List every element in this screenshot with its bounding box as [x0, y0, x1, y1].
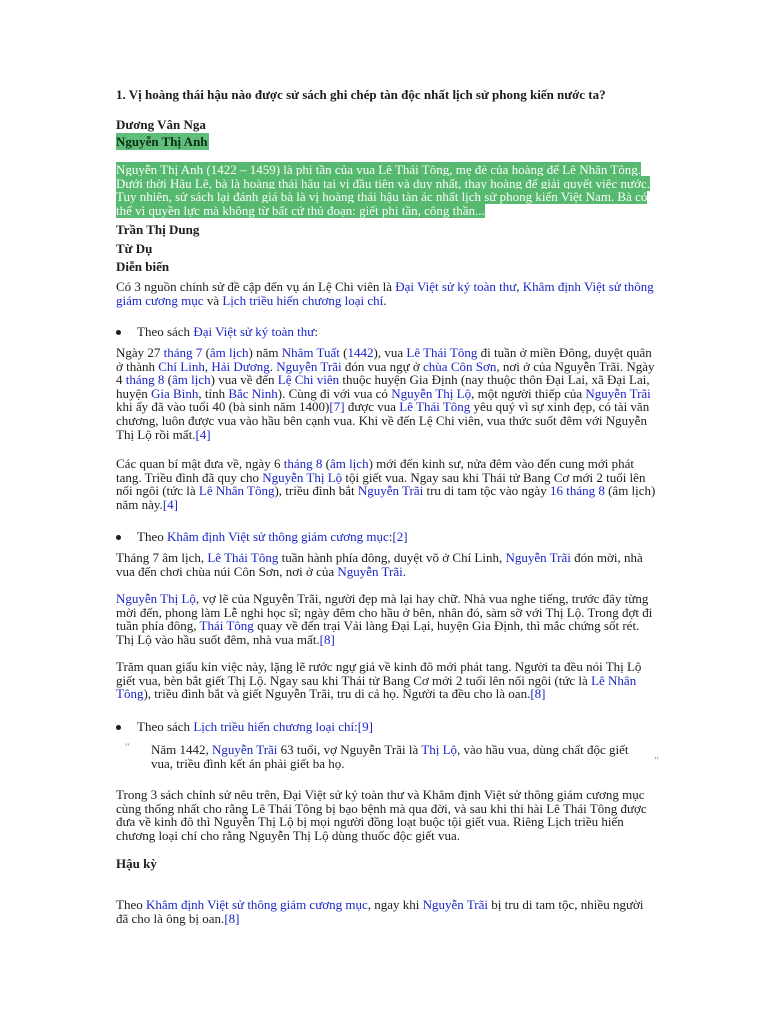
link-nguyen-trai[interactable]: Nguyễn Trãi [276, 358, 342, 374]
paragraph-1 [116, 346, 656, 441]
text-run: Trăm quan giấu kín việc này, lặng lẽ rước ngự giá về kinh đô mới phát tang. Người ta đều nói Thị Lộ giết vua, bèn bắt giết Thị Lộ. Ngay sau khi Thái tử Bang Cơ mới 2 tuổi lên nối ngôi (tức là [116, 659, 642, 688]
link-nguyen-trai[interactable]: Nguyễn Trãi [505, 550, 571, 565]
footnote-link-8[interactable]: [8] [530, 686, 546, 702]
text-run: ), triều đình bắt [274, 483, 358, 499]
text-run: Năm 1442, [151, 742, 213, 757]
text-run: . [402, 563, 406, 579]
text-run: , [516, 279, 523, 294]
text-run: ( [202, 345, 210, 360]
text-run: đón vua ngự ở [341, 358, 424, 374]
link-thang-8[interactable]: tháng 8 [125, 372, 165, 388]
text-run: tội giết vua. Ngay sau khi Thái tử Bang Cơ mới 2 tuổi lên nối ngôi (tức là [116, 469, 646, 499]
footnote-link-8[interactable]: [8] [319, 631, 335, 647]
link-nguyen-thi-lo[interactable]: Nguyễn Thị Lộ [262, 469, 343, 485]
text-run: Ngày 27 [116, 345, 164, 360]
text-run: quay về đến trại Vải làng Đại Lại, huyện Gia Định, thì mắc chứng sốt rét. Thị Lộ vào hầu suốt đêm, nhà vua mất. [116, 618, 640, 647]
text-run: đi tuần ở miền Đông, duyệt quân ở thành [116, 345, 652, 374]
link-le-thai-tong[interactable]: Lê Thái Tông [399, 399, 471, 415]
text-run: Theo sách [137, 719, 194, 734]
text-run: ), vua [373, 345, 407, 360]
text-run: Các quan bí mật đưa về, ngày 6 [116, 456, 284, 471]
bullet-text [137, 530, 408, 544]
text-run: . [269, 358, 277, 374]
link-nguyen-trai[interactable]: Nguyễn Trãi [585, 385, 651, 401]
link-thai-tong[interactable]: Thái Tông [199, 618, 254, 634]
quote-close-mark: ” [654, 755, 659, 767]
bullet-dot [116, 535, 121, 540]
link-le-thai-tong[interactable]: Lê Thái Tông [406, 345, 478, 360]
text-run: , tỉnh [198, 385, 229, 401]
paragraph-6: Trong 3 sách chính sử nêu trên, Đại Việt sử ký toàn thư và Khâm định Việt sử thông giám cương mục cùng thống nhất cho rằng Lê Thái Tông bị bạo bệnh mà qua đời, và sau khi thi hài Lê Thái Tông được đưa về kinh đô thì Nguyễn Thị Lộ bị mọi người đồng loạt buộc tội giết vua. Riêng Lịch triều hiến chương loại chí cho rằng Nguyễn Thị Lộ dùng thuốc độc giết vua. [116, 787, 647, 843]
text-run: , ngay khi [367, 897, 423, 912]
text-run: : [354, 719, 358, 734]
paragraph-5 [116, 660, 656, 701]
paragraph-3 [116, 551, 656, 578]
paragraph-4 [116, 592, 656, 646]
text-run: (âm lịch) năm này. [116, 483, 656, 512]
link-nham-tuat[interactable]: Nhâm Tuất [281, 345, 340, 360]
text-run: , nơi ở của Nguyễn Trãi. Ngày 4 [116, 358, 655, 388]
text-run: , vợ lẽ của Nguyễn Trãi, người đẹp mà lại hay chữ. Nhà vua nghe tiếng, trước đây từng mời đến, phong làm Lễ nghi học sĩ; ngày đêm cho hầu ở bên, nhân đó, sàm sỡ với Thị Lộ. Trong đợt đi tuần phía đông, [116, 591, 653, 634]
text-run: và [203, 292, 223, 308]
text-run: Theo [137, 529, 167, 544]
bullet-dot [116, 725, 121, 730]
link-am-lich[interactable]: âm lịch [209, 345, 249, 360]
footnote-link-4[interactable]: [4] [162, 496, 178, 512]
footnote-link-8[interactable]: [8] [224, 910, 240, 926]
link-nguyen-thi-lo[interactable]: Nguyễn Thị Lộ [391, 385, 472, 401]
section-heading-dien-bien: Diễn biến [116, 259, 170, 274]
section-heading-hau-ky: Hậu kỳ [116, 856, 157, 871]
answer-highlight: Nguyễn Thị Anh (1422 – 1459) là phi tần của vua Lê Thái Tông, mẹ đẻ của hoàng đế Lê Nhân Tông. Dưới thời Hậu Lê, bà là hoàng thái hậu tại vị đầu tiên và duy nhất, thay hoàng đế giải quyết việc nước. Tuy nhiên, sử sách lại đánh giá bà là vị hoàng thái hậu tàn ác nhất lịch sử phong kiến Việt Nam. Bà có thể vì quyền lực mà không từ bất cứ thủ đoạn: giết phi tần, công thần... [116, 162, 650, 218]
footnote-link-7[interactable]: [7] [329, 399, 345, 415]
link-chua-con-son[interactable]: chùa Côn Sơn [423, 358, 497, 374]
link-lich-trieu[interactable]: Lịch triều hiến chương loại chí [222, 292, 384, 308]
link-le-nhan-tong[interactable]: Lê Nhân Tông [198, 483, 275, 499]
text-run: yêu quý vì sự xinh đẹp, có tài văn chương, luôn được vua vào hầu bên cạnh vua. Khi về đến Lệ Chi viên, vua thức suốt đêm với Nguyễn Thị Lộ rồi mất. [116, 399, 650, 442]
text-run: ) mới đến kinh sư, nửa đêm vào đến cung mới phát tang. Triều đình đã quy cho [116, 456, 634, 485]
link-hai-duong[interactable]: Hải Dương [211, 358, 270, 374]
text-run: ). Cùng đi với vua có [277, 385, 392, 401]
footnote-link-9[interactable]: [9] [357, 719, 373, 734]
bullet-dot [116, 330, 121, 335]
option-d: Từ Dụ [116, 241, 153, 256]
link-am-lich[interactable]: âm lịch [329, 456, 369, 471]
link-le-nhan-tong[interactable]: Lê Nhân Tông [116, 672, 637, 702]
text-run: Theo [116, 897, 146, 912]
link-kham-dinh[interactable]: Khâm định Việt sử thông giám cương mục [116, 279, 654, 308]
link-16-thang-8[interactable]: 16 tháng 8 [549, 483, 605, 499]
paragraph-2 [116, 457, 656, 511]
link-le-thai-tong[interactable]: Lê Thái Tông [207, 550, 279, 565]
text-run: tru di tam tộc vào ngày [423, 483, 550, 499]
text-run: Tháng 7 âm lịch, [116, 550, 208, 565]
text-run: ) vua về đến [210, 372, 278, 388]
link-nguyen-trai[interactable]: Nguyễn Trãi [357, 483, 424, 499]
link-thang-8[interactable]: tháng 8 [283, 456, 323, 471]
link-am-lich[interactable]: âm lịch [171, 372, 211, 388]
text-run: thuộc huyện Gia Định (nay thuộc thôn Đại Lai, xã Đại Lai, huyện [116, 372, 650, 401]
text-run: : [388, 529, 393, 544]
intro-paragraph [116, 280, 656, 307]
text-run: Theo sách [137, 324, 194, 339]
link-dai-viet-su-ky[interactable]: Đại Việt sử ký toàn thư [193, 324, 315, 339]
link-bac-ninh[interactable]: Bắc Ninh [228, 385, 278, 401]
link-nguyen-trai[interactable]: Nguyễn Trãi [422, 897, 489, 912]
link-kham-dinh[interactable]: Khâm định Việt sử thông giám cương mục [145, 897, 368, 912]
option-b-row [116, 135, 656, 149]
text-run: , vào hầu vua, dùng chất độc giết vua, triều đình kết án phải giết ba họ. [151, 742, 629, 771]
footnote-link-2[interactable]: [2] [392, 529, 408, 544]
link-nguyen-trai[interactable]: Nguyễn Trãi [212, 742, 278, 757]
link-kham-dinh[interactable]: Khâm định Việt sử thông giám cương mục [166, 529, 389, 544]
link-nguyen-trai[interactable]: Nguyễn Trãi [337, 563, 403, 579]
text-run: tuần hành phía đông, duyệt võ ở Chí Linh, [278, 550, 506, 565]
text-run: ) năm [248, 345, 282, 360]
text-run: : [314, 324, 318, 339]
link-nguyen-thi-lo[interactable]: Nguyễn Thị Lộ [116, 591, 196, 606]
text-run: , [204, 358, 212, 374]
link-dai-viet-su-ky[interactable]: Đại Việt sử ký toàn thư [395, 279, 517, 294]
option-c: Trần Thị Dung [116, 222, 200, 237]
option-a: Dương Vân Nga [116, 117, 206, 132]
link-gia-binh[interactable]: Gia Bình [151, 385, 199, 401]
link-lich-trieu[interactable]: Lịch triều hiến chương loại chí [193, 719, 355, 734]
bullet-text [137, 720, 373, 734]
footnote-link-4[interactable]: [4] [195, 426, 211, 442]
text-run: . [383, 292, 387, 308]
blockquote [151, 743, 636, 770]
text-run: được vua [344, 399, 400, 415]
text-run: ( [164, 372, 172, 388]
text-run: ( [339, 345, 348, 360]
text-run: 63 tuổi, vợ Nguyễn Trãi là [277, 742, 422, 757]
text-run: , một người thiếp của [471, 385, 586, 401]
text-run: ( [322, 456, 330, 471]
text-run: đón mời, nhà vua đến chơi chùa núi Côn Sơn, nơi ở của [116, 550, 643, 579]
bullet-text [137, 325, 318, 339]
text-run: khi ấy đã vào tuổi 40 (bà sinh năm 1400) [116, 399, 330, 415]
answer-paragraph [116, 163, 656, 217]
link-thang-7[interactable]: tháng 7 [163, 345, 203, 360]
link-thi-lo[interactable]: Thị Lộ [421, 742, 458, 757]
quote-open-mark: “ [125, 741, 130, 753]
paragraph-7 [116, 898, 656, 925]
link-1442[interactable]: 1442 [347, 345, 374, 360]
text-run: Có 3 nguồn chính sử đề cập đến vụ án Lệ Chi viên là [116, 279, 396, 294]
option-b-highlighted: Nguyễn Thị Anh [116, 134, 208, 149]
link-le-chi-vien[interactable]: Lệ Chi viên [277, 372, 340, 388]
link-chi-linh[interactable]: Chí Linh [158, 358, 205, 374]
question-heading: 1. Vị hoàng thái hậu nào được sử sách ghi chép tàn độc nhất lịch sử phong kiến nước ta? [116, 87, 606, 102]
text-run: ), triều đình bắt và giết Nguyễn Trãi, tru di cả họ. Người ta đều cho là oan. [143, 686, 531, 702]
text-run: bị tru di tam tộc, nhiều người đã cho là ông bị oan. [116, 897, 644, 926]
